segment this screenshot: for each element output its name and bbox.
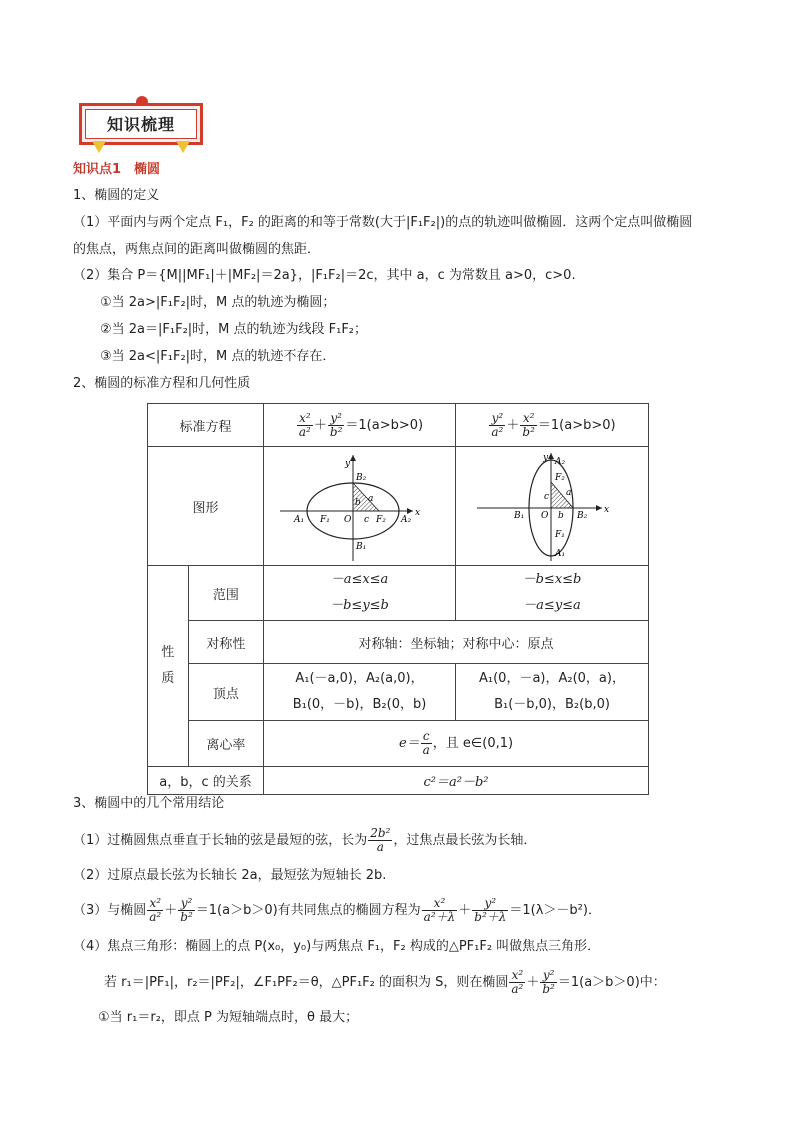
vertex-horizontal: A₁(－a,0)，A₂(a,0)， B₁(0，－b)，B₂(0，b) (264, 664, 456, 721)
svg-text:y: y (344, 458, 350, 469)
s1-item-3: ③当 2a<|F₁F₂|时，M 点的轨迹不存在． (100, 349, 336, 364)
svg-text:B₁: B₁ (355, 541, 366, 552)
s3-conclusion-1: （1）过椭圆焦点垂直于长轴的弦是最短的弦，长为 $\frac{\text{2b²}}{a}$ ，过焦点最长弦为长轴． (73, 826, 537, 854)
svg-text:x: x (604, 504, 610, 515)
section2-heading: 2、椭圆的标准方程和几何性质 (73, 376, 251, 391)
section1-heading: 1、椭圆的定义 (73, 188, 160, 203)
svg-text:F₁: F₁ (319, 514, 330, 525)
svg-text:F₂: F₂ (555, 472, 565, 483)
group-label-properties: 性 质 (148, 566, 189, 767)
row-label-range: 范围 (188, 566, 263, 621)
row-label-symmetry: 对称性 (188, 621, 263, 664)
s1-p1-line2: 的焦点，两焦点间的距离叫做椭圆的焦距． (73, 242, 321, 257)
s1-item-1: ①当 2a>|F₁F₂|时，M 点的轨迹为椭圆； (100, 295, 336, 310)
svg-text:B₂: B₂ (355, 472, 366, 483)
knowledge-point-title: 知识点1 椭圆 (73, 162, 161, 177)
ellipse-properties-table (147, 403, 649, 795)
svg-text:A₁: A₁ (293, 514, 304, 525)
svg-text:O: O (541, 510, 549, 521)
vertical-ellipse-figure (457, 449, 647, 564)
row-label-relation: a，b，c 的关系 (148, 767, 264, 795)
standard-eq-horizontal: $\frac{\text{x²}}{\text{a²}}$ ＋ $\frac{\text{y²}}{\text{b²}}$ ＝1(a>b>0) (264, 404, 456, 447)
svg-text:B₁: B₁ (514, 510, 525, 521)
standard-eq-vertical: $\frac{\text{y²}}{\text{a²}}$ ＋ $\frac{\text{x²}}{\text{b²}}$ ＝1(a>b>0) (456, 404, 649, 447)
row-label-eccentricity: 离心率 (188, 721, 263, 767)
svg-text:y: y (543, 452, 549, 463)
svg-text:B₂: B₂ (577, 510, 588, 521)
eccentricity-value: e＝ $\frac{c}{a}$ ，且 e∈(0,1) (264, 721, 649, 767)
svg-text:b: b (354, 497, 361, 508)
s1-item-2: ②当 2a＝|F₁F₂|时，M 点的轨迹为线段 F₁F₂； (100, 322, 368, 337)
svg-text:b: b (558, 510, 564, 521)
horizontal-ellipse-figure (265, 449, 455, 564)
graph-vertical-ellipse (456, 447, 649, 566)
svg-text:A₂: A₂ (555, 456, 566, 467)
s3-conclusion-4: （4）焦点三角形：椭圆上的点 P(x₀，y₀)与两焦点 F₁，F₂ 构成的△PF₁F₂ 叫做焦点三角形． (73, 939, 601, 954)
s3-conclusion-4-item1: ①当 r₁＝r₂，即点 P 为短轴端点时，θ 最大； (98, 1010, 359, 1025)
row-label-standard-eq: 标准方程 (148, 404, 264, 447)
row-label-graph: 图形 (148, 447, 264, 566)
badge-title: 知识梳理 (85, 109, 197, 139)
row-label-vertex: 顶点 (188, 664, 263, 721)
graph-horizontal-ellipse (264, 447, 456, 566)
range-horizontal: －a≤x≤a －b≤y≤b (264, 566, 456, 621)
section3-heading: 3、椭圆中的几个常用结论 (73, 796, 225, 811)
s3-conclusion-3: （3）与椭圆 $\frac{\text{x²}}{\text{a²}}$ ＋ $\frac{\text{y²}}{\text{b²}}$ ＝1(a＞b＞0)有共同焦点的椭圆方程为 $\frac{\text{x²}}{\text{a²＋λ}}$ ＋ $\frac{\text{y²}}{\text{b²＋λ}}$ ＝1(λ＞－b²)． (73, 896, 601, 924)
svg-text:c: c (363, 514, 369, 525)
svg-text:a: a (367, 493, 373, 504)
s1-p2: （2）集合 P＝{M||MF₁|＋|MF₂|＝2a}，|F₁F₂|＝2c，其中 a，c 为常数且 a>0，c>0. (73, 268, 576, 283)
badge-ribbon-left-icon (92, 141, 106, 153)
svg-text:x: x (414, 507, 420, 518)
s1-p1-line1: （1）平面内与两个定点 F₁，F₂ 的距离的和等于常数(大于|F₁F₂|)的点的轨迹叫做椭圆．这两个定点叫做椭圆 (73, 215, 693, 230)
badge-ribbon-right-icon (176, 141, 190, 153)
svg-text:A₁: A₁ (555, 548, 566, 559)
svg-text:F₂: F₂ (375, 514, 386, 525)
symmetry-value: 对称轴：坐标轴；对称中心：原点 (264, 621, 649, 664)
vertex-vertical: A₁(0，－a)，A₂(0，a)， B₁(－b,0)，B₂(b,0) (456, 664, 649, 721)
svg-text:c: c (544, 491, 550, 502)
svg-text:A₂: A₂ (400, 514, 411, 525)
svg-text:a: a (566, 487, 572, 498)
svg-text:F₁: F₁ (555, 529, 565, 540)
relation-value: c²＝a²－b² (264, 767, 649, 795)
svg-text:O: O (343, 514, 351, 525)
s3-conclusion-4-detail: 若 r₁＝|PF₁|，r₂＝|PF₂|，∠F₁PF₂＝θ，△PF₁F₂ 的面积为 S，则在椭圆 $\frac{\text{x²}}{\text{a²}}$ ＋ $\frac{\text{y²}}{\text{b²}}$ ＝1(a＞b＞0)中： (104, 968, 666, 996)
range-vertical: －b≤x≤b －a≤y≤a (456, 566, 649, 621)
section-badge (79, 103, 203, 145)
s3-conclusion-2: （2）过原点最长弦为长轴长 2a，最短弦为短轴长 2b. (73, 868, 387, 883)
